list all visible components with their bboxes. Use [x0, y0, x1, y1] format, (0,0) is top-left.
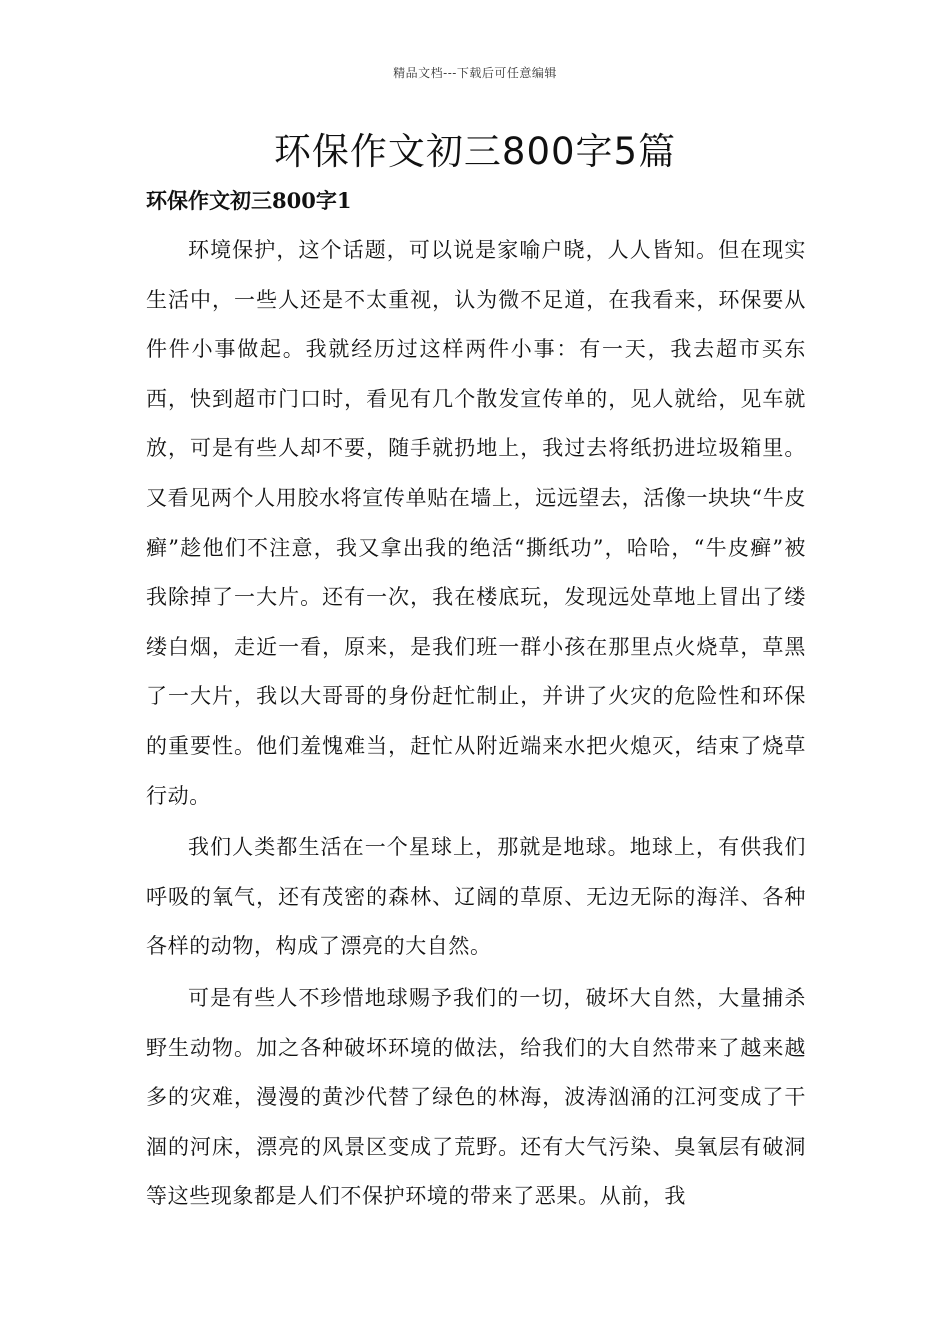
header-note: 精品文档---下载后可任意编辑 — [393, 66, 557, 80]
body-text — [146, 226, 806, 1222]
document-title: 环保作文初三800字5篇 — [273, 130, 677, 173]
section-title: 环保作文初三800字1 — [146, 188, 352, 213]
paragraph-3: 可是有些人不珍惜地球赐予我们的一切，破坏大自然，大量捕杀野生动物。加之各种破坏环境的做法，给我们的大自然带来了越来越多的灾难，漫漫的黄沙代替了绿色的林海，波涛汹涌的江河变成了干涸的河床，漂亮的风景区变成了荒野。还有大气污染、臭氧层有破洞等这些现象都是人们不保护环境的带来了恶果。从前，我 — [146, 985, 806, 1209]
paragraph-1: 环境保护，这个话题，可以说是家喻户晓，人人皆知。但在现实生活中，一些人还是不太重视，认为微不足道，在我看来，环保要从件件小事做起。我就经历过这样两件小事：有一天，我去超市买东西，快到超市门口时，看见有几个散发宣传单的，见人就给，见车就放，可是有些人却不要，随手就扔地上，我过去将纸扔进垃圾箱里。又看见两个人用胶水将宣传单贴在墙上，远远望去，活像一块块“牛皮癣”趁他们不注意，我又拿出我的绝活“撕纸功”，哈哈，“牛皮癣”被我除掉了一大片。还有一次，我在楼底玩，发现远处草地上冒出了缕缕白烟，走近一看，原来，是我们班一群小孩在那里点火烧草，草黑了一大片，我以大哥哥的身份赶忙制止，并讲了火灾的危险性和环保的重要性。他们羞愧难当，赶忙从附近端来水把火熄灭，结束了烧草行动。 — [146, 238, 806, 808]
paragraph-2: 我们人类都生活在一个星球上，那就是地球。地球上，有供我们呼吸的氧气，还有茂密的森林、辽阔的草原、无边无际的海洋、各种各样的动物，构成了漂亮的大自然。 — [146, 835, 806, 959]
